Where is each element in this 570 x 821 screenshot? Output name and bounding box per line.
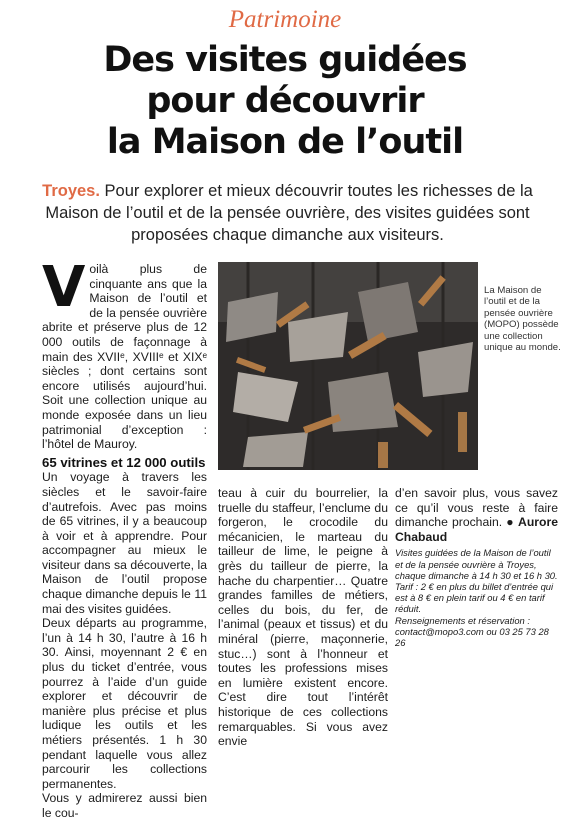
paragraph-2: Un voyage à travers les siècles et le savoir-faire d’autrefois. Avec pas moins de 65 vitrines, il y a beaucoup à voir et à apprendre. Pour accompagner au mieux le visiteur dans sa découverte, la Maison de l’outil propose chaque dimanche depuis le 11 mai des visites guidées.	[42, 470, 207, 616]
paragraph-4-start: Vous y admirerez aussi bien le cou-	[42, 791, 207, 820]
paragraph-1: oilà plus de cinquante ans que la Maison de l’outil et de la pensée ouvrière abrite et préserve plus de 12 000 outils de façonnage à main des XVIIᵉ, XVIIIᵉ et XIXᵉ siècles ; dont certains sont encore utilisés aujourd’hui. Soit une collection unique au monde exposée dans un lieu patrimonial d’exception : l’hôtel de Mauroy.	[42, 262, 207, 452]
practical-info: Visites guidées de la Maison de l’outil et de la pensée ouvrière à Troyes, chaque dimanche à 14 h 30 et 16 h 30. Tarif : 2 € en plus du billet d’entrée qui est à 8 € en plein tarif ou 4 € en tarif réduit.	[395, 547, 558, 615]
column-2	[218, 486, 388, 749]
lead-text: Pour explorer et mieux découvrir toutes les richesses de la Maison de l’outil et de la pensée ouvrière, des visites guidées sont proposées chaque dimanche aux visiteurs.	[45, 182, 533, 244]
headline-line-2: pour découvrir	[146, 81, 424, 121]
lead-city: Troyes.	[42, 182, 100, 200]
author-signature: ● Aurore Chabaud	[395, 515, 559, 544]
section-kicker: Patrimoine	[228, 6, 342, 33]
column-3	[395, 486, 558, 648]
photo-caption: La Maison de l’outil et de la pensée ouvrière (MOPO) possède une collection unique au monde.	[484, 285, 561, 354]
tools-display-photo	[218, 262, 478, 470]
drop-cap: V	[42, 255, 86, 320]
article-headline	[0, 40, 570, 163]
paragraph-3: Deux départs au programme, l’un à 14 h 30, l’autre à 16 h 30. Ainsi, moyennant 2 € en plus du ticket d’entrée, vous pourrez à l’aide d’un guide explorer et découvrir de manière plus précise et plus ludique les outils et les métiers présentés. 1 h 30 pendant laquelle vous allez parcourir les collections permanentes.	[42, 616, 207, 791]
headline-line-1: Des visites guidées	[103, 40, 467, 80]
tools-illustration	[218, 262, 478, 470]
article-lead	[40, 180, 535, 246]
subheading: 65 vitrines et 12 000 outils	[42, 454, 206, 470]
paragraph-4-end-text: d’en savoir plus, vous savez ce qu’il vous reste à faire dimanche prochain.	[395, 486, 558, 530]
contact-info: Renseignements et réservation : contact@mopo3.com ou 03 25 73 28 26	[395, 614, 549, 648]
column-1	[42, 255, 207, 821]
paragraph-4-continued: teau à cuir du bourrelier, la truelle du staffeur, l’enclume du forgeron, le crocodile du mécanicien, le marteau du tailleur de lime, le peigne à grès du tailleur de pierre, la hache du charpentier… Quatre grandes familles de métiers, celles du bois, du fer, de l’animal (peaux et tissus) et du minéral (pierre, maçonnerie, stuc…) sont à l’honneur et toutes les professions mises en lumière existent encore. C’est dire tout l’intérêt historique de ces collections remarquables. Si vous avez envie	[218, 486, 388, 749]
paragraph-4-end	[395, 486, 558, 544]
headline-line-3: la Maison de l’outil	[106, 122, 464, 162]
